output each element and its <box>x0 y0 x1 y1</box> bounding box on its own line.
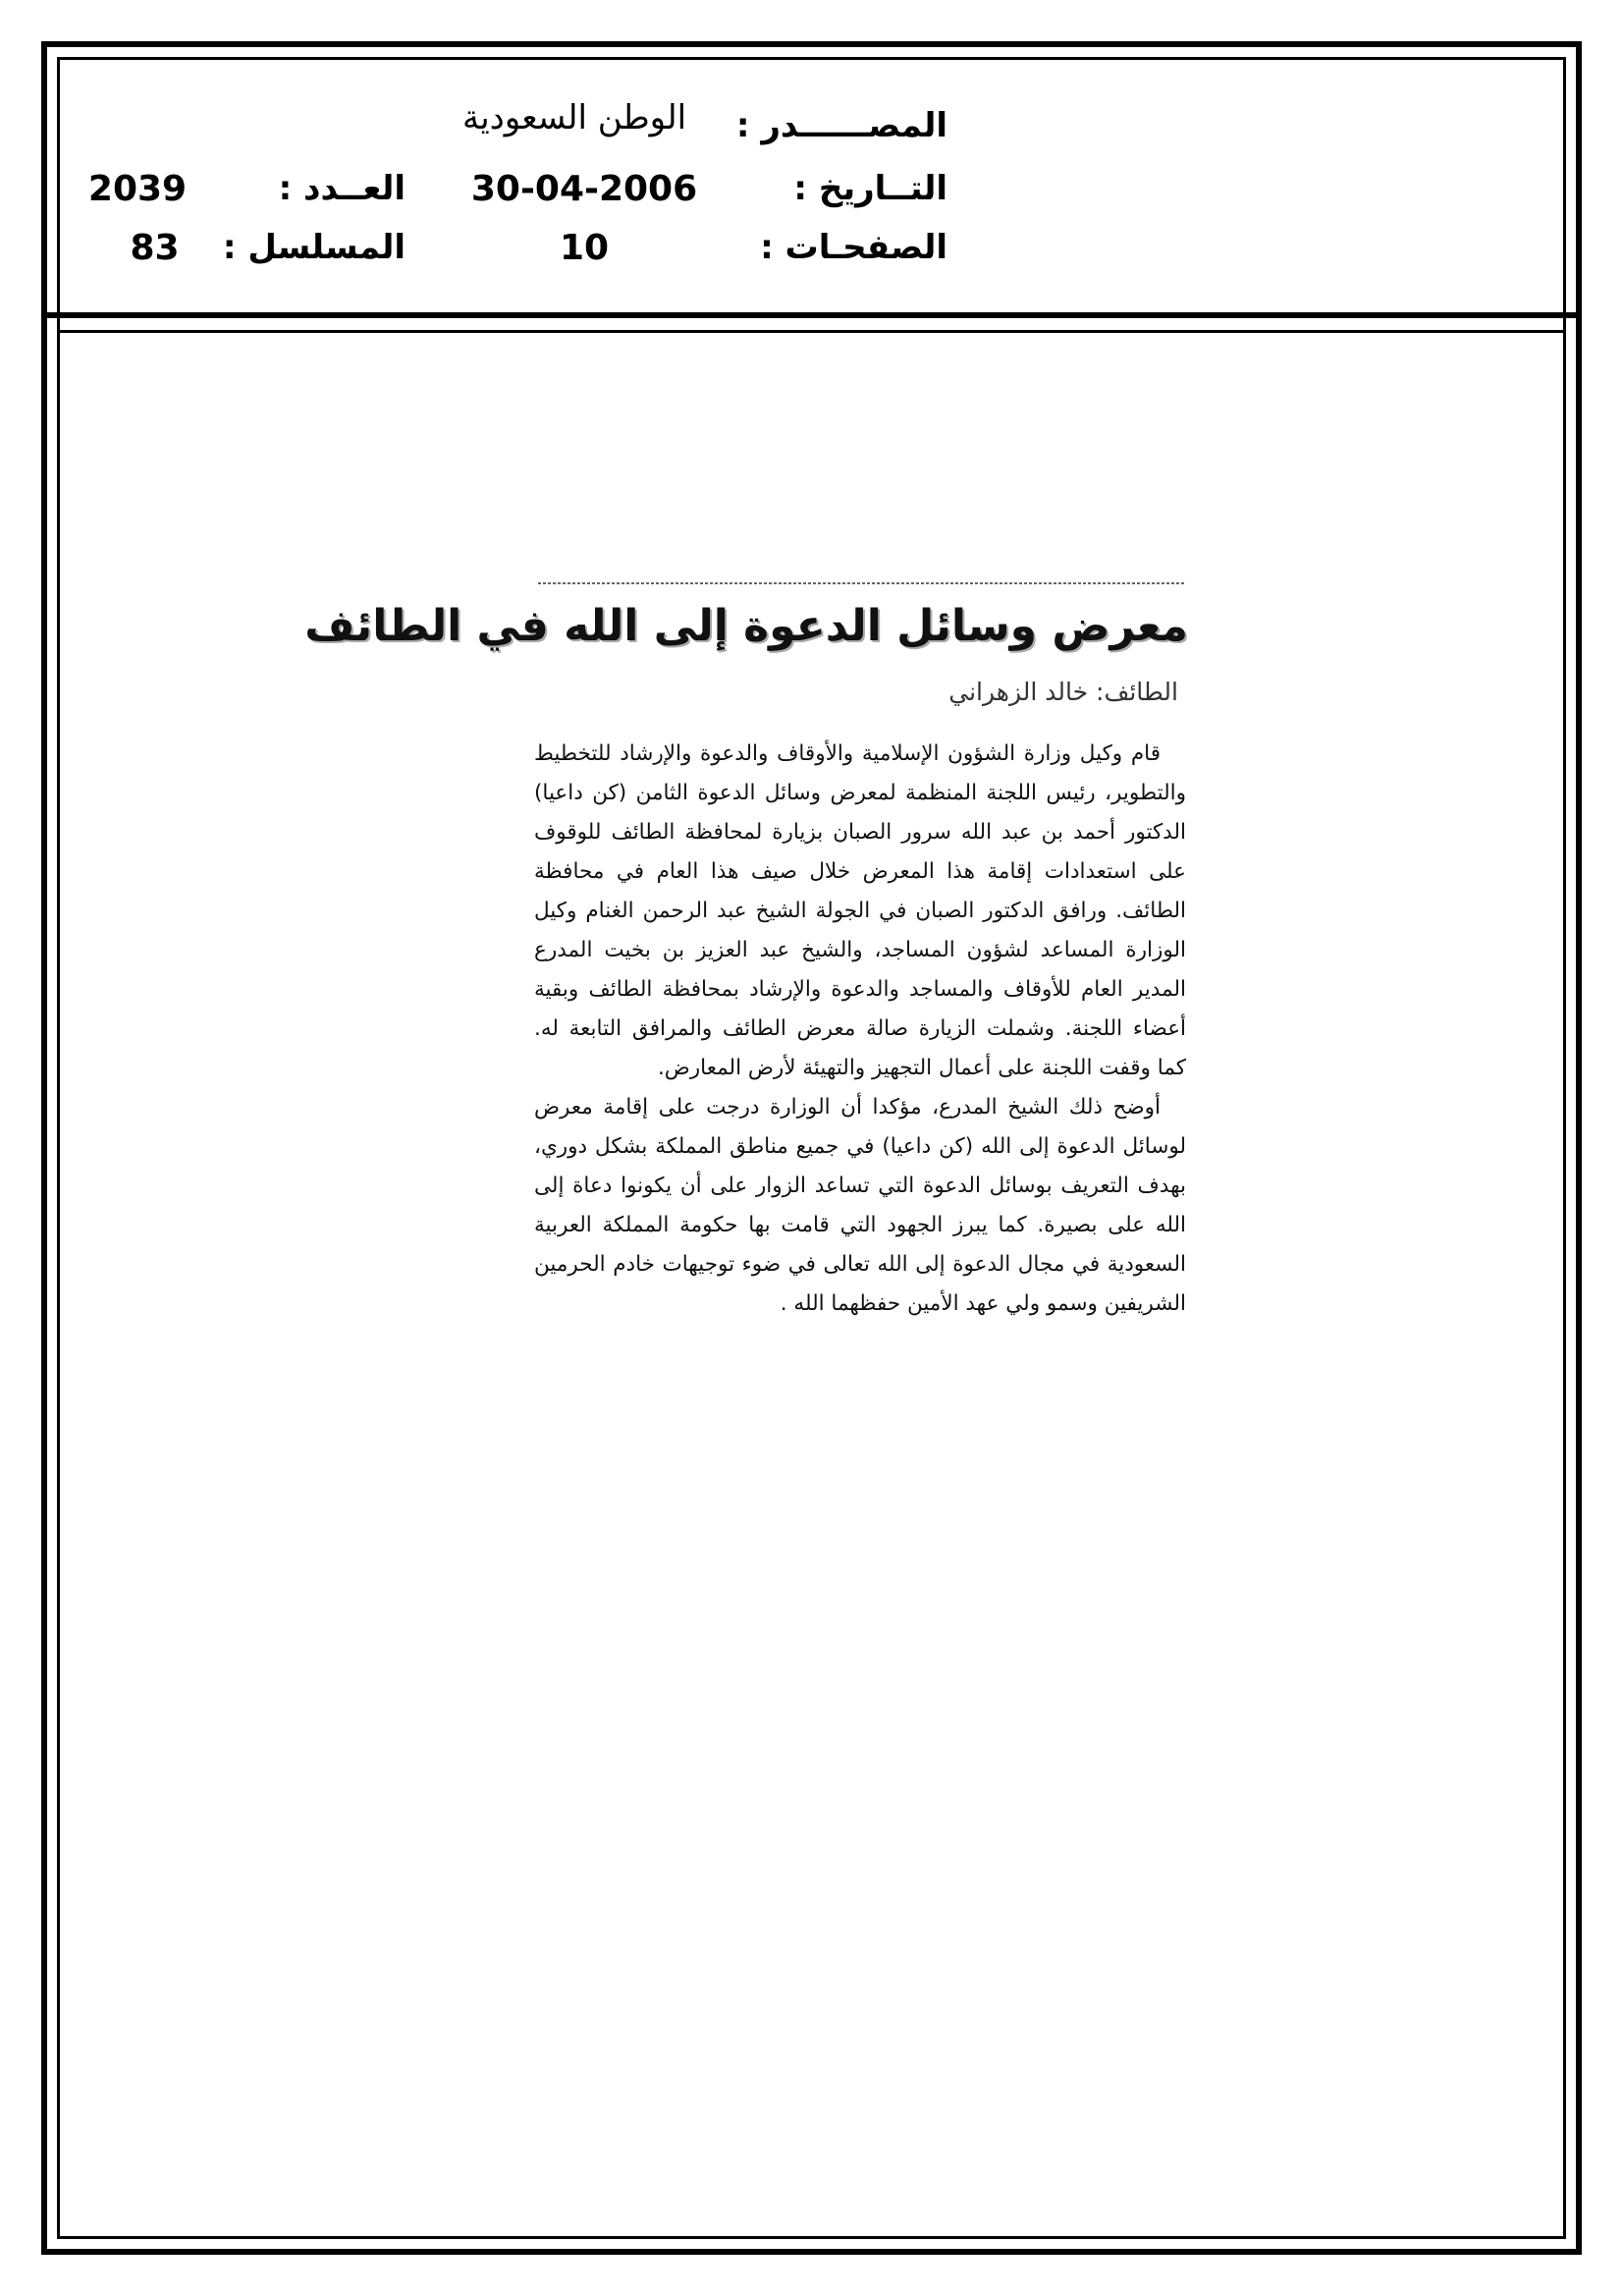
pages-label: الصفحـات : <box>760 228 947 267</box>
article-body <box>534 735 1186 1324</box>
header-divider-thick <box>41 312 1582 318</box>
pages-value: 10 <box>559 228 610 268</box>
serial-label: المسلسل : <box>222 228 406 267</box>
source-value: الوطن السعودية <box>461 98 687 137</box>
header-divider-thin <box>57 330 1566 333</box>
article-byline: الطائف: خالد الزهراني <box>948 678 1178 706</box>
issue-value: 2039 <box>87 169 188 209</box>
issue-label: العــدد : <box>278 169 406 208</box>
article-headline: معرض وسائل الدعوة إلى الله في الطائف <box>304 601 1188 651</box>
serial-value: 83 <box>130 228 180 268</box>
article-paragraph: قام وكيل وزارة الشؤون الإسلامية والأوقاف والدعوة والإرشاد للتخطيط والتطوير، رئيس اللجنة المنظمة لمعرض وسائل الدعوة الثامن (كن داعيا) الدكتور أحمد بن عبد الله سرور الصبان بزيارة لمحافظة الطائف للوقوف على استعدادات إقامة هذا المعرض خلال صيف هذا العام في محافظة الطائف. ورافق الدكتور الصبان في الجولة الشيخ عبد الرحمن الغنام وكيل الوزارة المساعد لشؤون المساجد، والشيخ عبد العزيز بن بخيت المدرع المدير العام للأوقاف والمساجد والدعوة والإرشاد بمحافظة الطائف وبقية أعضاء اللجنة. وشملت الزيارة صالة معرض الطائف والمرافق التابعة له. كما وقفت اللجنة على أعمال التجهيز والتهيئة لأرض المعارض. <box>534 741 1186 1080</box>
date-label: التــاريخ : <box>793 169 947 208</box>
article-paragraph: أوضح ذلك الشيخ المدرع، مؤكدا أن الوزارة درجت على إقامة معرض لوسائل الدعوة إلى الله (كن داعيا) في جميع مناطق المملكة بشكل دوري، بهدف التعريف بوسائل الدعوة التي تساعد الزوار على أن يكونوا دعاة إلى الله على بصيرة. كما يبرز الجهود التي قامت بها حكومة المملكة العربية السعودية في مجال الدعوة إلى الله تعالى في ضوء توجيهات خادم الحرمين الشريفين وسمو ولي عهد الأمين حفظهما الله . <box>534 1095 1186 1316</box>
article-top-rule <box>538 582 1186 584</box>
date-value: 30-04-2006 <box>470 169 698 209</box>
source-label: المصــــــدر : <box>735 106 947 145</box>
